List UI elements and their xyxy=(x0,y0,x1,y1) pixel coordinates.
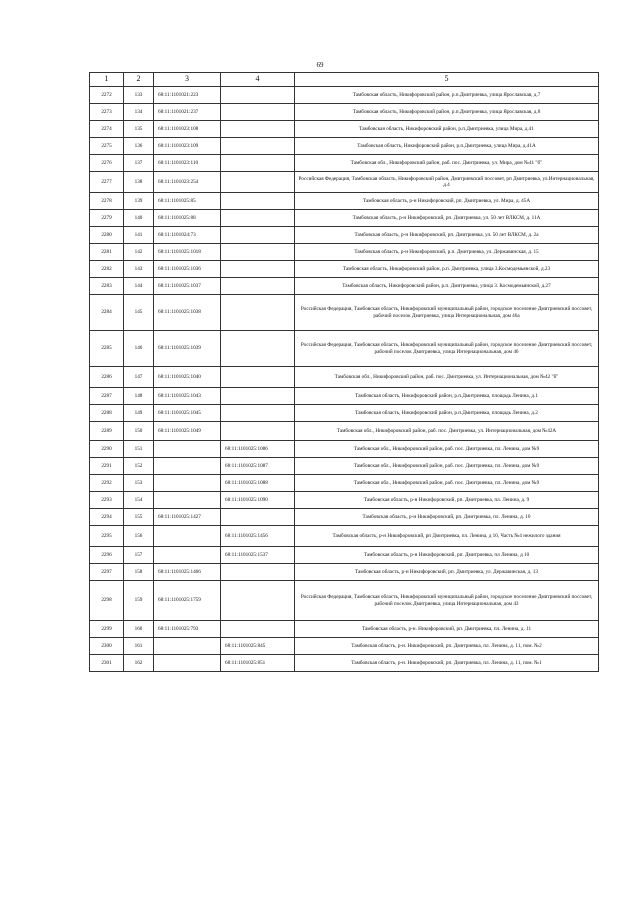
item-number-cell: 152 xyxy=(124,458,154,475)
cadastral-number-building-cell: 68:11:1101025:1456 xyxy=(221,526,295,547)
item-number-cell: 162 xyxy=(124,655,154,672)
row-number-cell: 2281 xyxy=(90,244,124,261)
row-number-cell: 2275 xyxy=(90,138,124,155)
row-number-cell: 2285 xyxy=(90,331,124,367)
table-row xyxy=(90,564,599,581)
cadastral-number-building-cell xyxy=(221,138,295,155)
row-number-cell: 2286 xyxy=(90,367,124,388)
cadastral-number-building-cell xyxy=(221,227,295,244)
table-row xyxy=(90,526,599,547)
item-number-cell: 134 xyxy=(124,104,154,121)
cadastral-number-building-cell xyxy=(221,295,295,331)
header-col-4: 4 xyxy=(221,73,295,87)
table-row xyxy=(90,331,599,367)
item-number-cell: 157 xyxy=(124,547,154,564)
table-row xyxy=(90,261,599,278)
item-number-cell: 141 xyxy=(124,227,154,244)
item-number-cell: 155 xyxy=(124,509,154,526)
row-number-cell: 2280 xyxy=(90,227,124,244)
table-row xyxy=(90,547,599,564)
table-row xyxy=(90,509,599,526)
cadastral-number-land-cell xyxy=(154,475,221,492)
table-row xyxy=(90,475,599,492)
table-row xyxy=(90,244,599,261)
address-cell: Российская Федерация, Тамбовская область, Никифоровский муниципальный район, городское поселение Дмитриевский поссовет, рабочий поселок Дмитриевка, улица Интернациональная, дом 46а xyxy=(295,295,599,331)
table-row xyxy=(90,155,599,172)
table-row xyxy=(90,278,599,295)
row-number-cell: 2283 xyxy=(90,278,124,295)
table-row xyxy=(90,104,599,121)
table-row xyxy=(90,210,599,227)
cadastral-number-building-cell xyxy=(221,422,295,441)
row-number-cell: 2300 xyxy=(90,638,124,655)
row-number-cell: 2284 xyxy=(90,295,124,331)
row-number-cell: 2299 xyxy=(90,621,124,638)
cadastral-number-building-cell xyxy=(221,104,295,121)
cadastral-number-building-cell xyxy=(221,278,295,295)
header-col-3: 3 xyxy=(154,73,221,87)
cadastral-number-land-cell xyxy=(154,638,221,655)
cadastral-number-building-cell xyxy=(221,87,295,104)
cadastral-number-land-cell: 68:11:1101025:1036 xyxy=(154,261,221,278)
item-number-cell: 147 xyxy=(124,367,154,388)
address-cell: Тамбовская область, р-н Никифоровский, рп Дмитриевка, пл. Ленина, д 10, Часть №4 нежилого здания xyxy=(295,526,599,547)
table-row xyxy=(90,121,599,138)
cadastral-number-land-cell: 68:11:1101025:1037 xyxy=(154,278,221,295)
address-cell: Тамбовская область, р-н Никифоровский, рп. Дмитриевка, пл. Ленина, д. 9 xyxy=(295,492,599,509)
address-cell: Тамбовская область, р-н Никифоровский, рп. Дмитриевка, пл Ленина, д 10 xyxy=(295,547,599,564)
page-number: 69 xyxy=(316,61,324,69)
row-number-cell: 2273 xyxy=(90,104,124,121)
cadastral-number-land-cell xyxy=(154,547,221,564)
item-number-cell: 133 xyxy=(124,87,154,104)
row-number-cell: 2288 xyxy=(90,405,124,422)
address-cell: Тамбовская область, Никифоровский район, р.п. Дмитриевка, улица 3. Космодемьянской, д.27 xyxy=(295,278,599,295)
header-col-2: 2 xyxy=(124,73,154,87)
row-number-cell: 2301 xyxy=(90,655,124,672)
row-number-cell: 2276 xyxy=(90,155,124,172)
row-number-cell: 2282 xyxy=(90,261,124,278)
cadastral-number-building-cell: 68:11:1101025:851 xyxy=(221,655,295,672)
address-cell: Тамбовская область, Никифоровский район, р.п.Дмитриевка, улица Ярославская, д.7 xyxy=(295,87,599,104)
item-number-cell: 154 xyxy=(124,492,154,509)
cadastral-number-building-cell: 68:11:1101025:1090 xyxy=(221,492,295,509)
item-number-cell: 159 xyxy=(124,581,154,621)
row-number-cell: 2294 xyxy=(90,509,124,526)
cadastral-number-land-cell: 68:11:1101025:1049 xyxy=(154,422,221,441)
address-cell: Российская Федерация, Тамбовская область, Никифоровский муниципальный район, городское поселение Дмитриевский поссовет, рабочий поселок Дмитриевка, улица Интернациональная, дом 46 xyxy=(295,331,599,367)
address-cell: Тамбовская область, р-н. Никифоровский, рп. Дмитриевка, пл. Ленина, д. 11, пом. №2 xyxy=(295,638,599,655)
table-row xyxy=(90,655,599,672)
item-number-cell: 146 xyxy=(124,331,154,367)
table-row xyxy=(90,405,599,422)
row-number-cell: 2292 xyxy=(90,475,124,492)
cadastral-number-building-cell: 68:11:1101025:845 xyxy=(221,638,295,655)
cadastral-number-land-cell: 68:11:1101024:73 xyxy=(154,227,221,244)
cadastral-number-land-cell: 68:11:1101021:223 xyxy=(154,87,221,104)
item-number-cell: 160 xyxy=(124,621,154,638)
cadastral-number-building-cell: 68:11:1101025:1088 xyxy=(221,475,295,492)
address-cell: Тамбовская обл., Никифоровский район, раб. пос. Дмитриевка, пл. Ленина, дом №9 xyxy=(295,458,599,475)
table-row xyxy=(90,87,599,104)
row-number-cell: 2296 xyxy=(90,547,124,564)
cadastral-number-land-cell xyxy=(154,441,221,458)
table-row xyxy=(90,227,599,244)
table-row xyxy=(90,621,599,638)
cadastral-number-building-cell xyxy=(221,388,295,405)
address-cell: Тамбовская область, Никифоровский район, р.п.Дмитриевка, улица Мира, д.41А xyxy=(295,138,599,155)
item-number-cell: 151 xyxy=(124,441,154,458)
cadastral-number-building-cell xyxy=(221,621,295,638)
cadastral-number-building-cell xyxy=(221,121,295,138)
address-cell: Тамбовская обл., Никифоровский район, раб. пос. Дмитриевка, ул. Мира, дом №41 "б" xyxy=(295,155,599,172)
cadastral-number-building-cell xyxy=(221,155,295,172)
cadastral-number-building-cell xyxy=(221,564,295,581)
row-number-cell: 2274 xyxy=(90,121,124,138)
address-cell: Тамбовская область, р-н Никифоровский, рп. Дмитриевка, ул. 50 лет ВЛКСМ, д. 11А xyxy=(295,210,599,227)
row-number-cell: 2287 xyxy=(90,388,124,405)
cadastral-number-building-cell xyxy=(221,210,295,227)
cadastral-number-land-cell: 68:11:1101025:1018 xyxy=(154,244,221,261)
cadastral-number-land-cell: 68:11:1101023:109 xyxy=(154,138,221,155)
cadastral-number-land-cell: 68:11:1101023:108 xyxy=(154,121,221,138)
item-number-cell: 148 xyxy=(124,388,154,405)
table-row xyxy=(90,638,599,655)
address-cell: Тамбовская область, р-н Никифоровский, рп. Дмитриевка, пл. Ленина, д. 10 xyxy=(295,509,599,526)
table-row xyxy=(90,458,599,475)
row-number-cell: 2272 xyxy=(90,87,124,104)
table-row xyxy=(90,388,599,405)
address-cell: Тамбовская обл., Никифоровский район, раб. пос. Дмитриевка, ул. Интернациональная, дом №42 "б" xyxy=(295,367,599,388)
row-number-cell: 2289 xyxy=(90,422,124,441)
cadastral-number-land-cell: 68:11:1101025:1039 xyxy=(154,331,221,367)
address-cell: Тамбовская область, р-н Никифоровский, р.п. Дмитриевка, ул. Державинская, д. 15 xyxy=(295,244,599,261)
address-cell: Тамбовская обл., Никифоровский район, раб. пос. Дмитриевка, пл. Ленина, дом №9 xyxy=(295,475,599,492)
cadastral-number-building-cell xyxy=(221,367,295,388)
cadastral-number-land-cell: 68:11:1101021:237 xyxy=(154,104,221,121)
row-number-cell: 2295 xyxy=(90,526,124,547)
table-row xyxy=(90,138,599,155)
cadastral-number-land-cell: 68:11:1101025:1040 xyxy=(154,367,221,388)
address-cell: Тамбовская область, р-н. Никифоровский, рп. Дмитриевка, пл. Ленина, д. 11, пом. №1 xyxy=(295,655,599,672)
cadastral-number-land-cell: 68:11:1101025:1759 xyxy=(154,581,221,621)
table-row xyxy=(90,193,599,210)
item-number-cell: 136 xyxy=(124,138,154,155)
cadastral-number-land-cell: 68:11:1101023:110 xyxy=(154,155,221,172)
address-cell: Российская Федерация, Тамбовская область, Никифоровский район, Дмитриевский поссовет, рп Дмитриевка, ул.Интернациональная, д.4 xyxy=(295,172,599,193)
table-row xyxy=(90,422,599,441)
cadastral-number-building-cell xyxy=(221,331,295,367)
cadastral-number-building-cell xyxy=(221,244,295,261)
address-cell: Тамбовская область, Никифоровский район, р.п. Дмитриевка, улица 3.Космодемьянской, д.23 xyxy=(295,261,599,278)
cadastral-number-land-cell: 68:11:1101025:793 xyxy=(154,621,221,638)
address-cell: Тамбовская область, р-н Никифоровский, рп. Дмитриевка, ул. Мира, д. 45А xyxy=(295,193,599,210)
cadastral-number-land-cell: 68:11:1101023:254 xyxy=(154,172,221,193)
item-number-cell: 161 xyxy=(124,638,154,655)
address-cell: Российская Федерация, Тамбовская область, Никифоровский муниципальный район, городское поселение Дмитриевский поссовет, рабочий поселок Дмитриевка, улица Интернациональная, дом 43 xyxy=(295,581,599,621)
header-col-5: 5 xyxy=(295,73,599,87)
header-row xyxy=(90,73,599,87)
address-cell: Тамбовская область, р-н Никифоровский, рп. Дмитриевка, ул. Державинская, д. 13 xyxy=(295,564,599,581)
cadastral-number-land-cell xyxy=(154,458,221,475)
row-number-cell: 2279 xyxy=(90,210,124,227)
property-table xyxy=(89,72,599,672)
table-row xyxy=(90,492,599,509)
address-cell: Тамбовская область, Никифоровский район, р.п.Дмитриевка, улица Ярославская, д.8 xyxy=(295,104,599,121)
item-number-cell: 145 xyxy=(124,295,154,331)
item-number-cell: 135 xyxy=(124,121,154,138)
cadastral-number-building-cell xyxy=(221,581,295,621)
item-number-cell: 137 xyxy=(124,155,154,172)
cadastral-number-land-cell xyxy=(154,526,221,547)
table-row xyxy=(90,581,599,621)
item-number-cell: 144 xyxy=(124,278,154,295)
cadastral-number-land-cell: 68:11:1101025:1038 xyxy=(154,295,221,331)
item-number-cell: 158 xyxy=(124,564,154,581)
address-cell: Тамбовская область, Никифоровский район, р.п.Дмитриевка, площадь Ленина, д.1 xyxy=(295,388,599,405)
table-row xyxy=(90,367,599,388)
address-cell: Тамбовская обл., Никифоровский район, раб. пос. Дмитриевка, пл. Ленина, дом №9 xyxy=(295,441,599,458)
row-number-cell: 2293 xyxy=(90,492,124,509)
cadastral-number-building-cell xyxy=(221,172,295,193)
item-number-cell: 139 xyxy=(124,193,154,210)
item-number-cell: 140 xyxy=(124,210,154,227)
cadastral-number-land-cell xyxy=(154,655,221,672)
row-number-cell: 2291 xyxy=(90,458,124,475)
cadastral-number-building-cell: 68:11:1101025:1086 xyxy=(221,441,295,458)
item-number-cell: 156 xyxy=(124,526,154,547)
address-cell: Тамбовская область, р-н. Никифоровский, рп. Дмитриевка, пл. Ленина, д. 11 xyxy=(295,621,599,638)
table-row xyxy=(90,172,599,193)
cadastral-number-building-cell xyxy=(221,509,295,526)
row-number-cell: 2278 xyxy=(90,193,124,210)
cadastral-number-building-cell xyxy=(221,261,295,278)
item-number-cell: 150 xyxy=(124,422,154,441)
item-number-cell: 142 xyxy=(124,244,154,261)
row-number-cell: 2290 xyxy=(90,441,124,458)
address-cell: Тамбовская область, Никифоровский район, р.п.Дмитриевка, улица Мира, д.41 xyxy=(295,121,599,138)
cadastral-number-land-cell: 68:11:1101025:1043 xyxy=(154,388,221,405)
cadastral-number-land-cell: 68:11:1101025:1427 xyxy=(154,509,221,526)
table-body xyxy=(90,87,599,672)
cadastral-number-land-cell xyxy=(154,492,221,509)
cadastral-number-building-cell: 68:11:1101025:1087 xyxy=(221,458,295,475)
address-cell: Тамбовская обл., Никифоровский район, раб. пос. Дмитриевка, ул. Интернациональная, дом №42А xyxy=(295,422,599,441)
address-cell: Тамбовская область, Никифоровский район, р.п.Дмитриевка, площадь Ленина, д.2 xyxy=(295,405,599,422)
item-number-cell: 149 xyxy=(124,405,154,422)
cadastral-number-building-cell xyxy=(221,405,295,422)
address-cell: Тамбовская область, р-н Никифоровский, рп. Дмитриевка, ул. 50 лет ВЛКСМ, д. 2а xyxy=(295,227,599,244)
cadastral-number-land-cell: 68:11:1101025:85 xyxy=(154,193,221,210)
cadastral-number-building-cell xyxy=(221,193,295,210)
cadastral-number-land-cell: 68:11:1101025:1045 xyxy=(154,405,221,422)
header-col-1: 1 xyxy=(90,73,124,87)
table-row xyxy=(90,441,599,458)
item-number-cell: 138 xyxy=(124,172,154,193)
row-number-cell: 2298 xyxy=(90,581,124,621)
row-number-cell: 2297 xyxy=(90,564,124,581)
cadastral-number-land-cell: 68:11:1101025:1466 xyxy=(154,564,221,581)
cadastral-number-land-cell: 68:11:1101025:88 xyxy=(154,210,221,227)
table-row xyxy=(90,295,599,331)
item-number-cell: 153 xyxy=(124,475,154,492)
item-number-cell: 143 xyxy=(124,261,154,278)
cadastral-number-building-cell: 68:11:1101025:1537 xyxy=(221,547,295,564)
row-number-cell: 2277 xyxy=(90,172,124,193)
